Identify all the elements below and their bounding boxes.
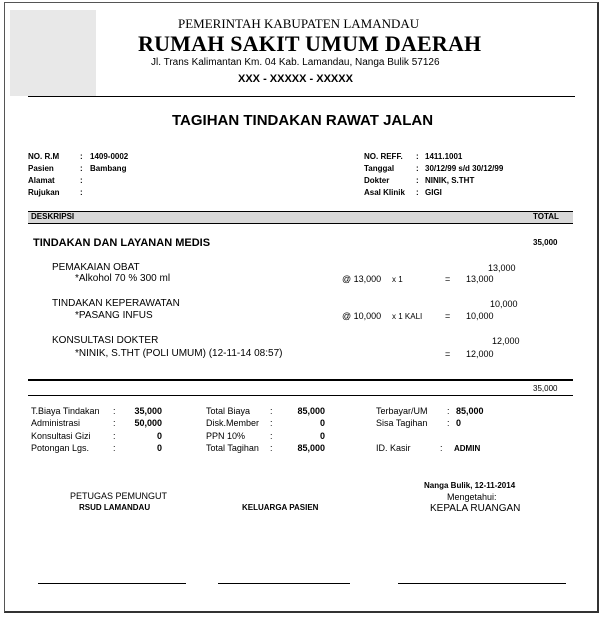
item-qty-pasang-infus: x 1 KALI: [392, 312, 423, 321]
value-tanggal: 30/12/99 s/d 30/12/99: [425, 164, 504, 173]
summary-value: ADMIN: [454, 444, 481, 453]
hospital-logo-placeholder: [10, 10, 96, 96]
section-title: TINDAKAN DAN LAYANAN MEDIS: [33, 237, 211, 249]
header-address: Jl. Trans Kalimantan Km. 04 Kab. Lamandau, Nanga Bulik 57126: [151, 57, 440, 68]
summary-value: 0: [156, 431, 162, 441]
column-header-description: DESKRIPSI: [31, 212, 75, 221]
item-detail-pasang-infus: *PASANG INFUS: [75, 310, 153, 321]
group-total-konsultasi-dokter: 12,000: [492, 336, 520, 346]
summary-label: Administrasi: [31, 418, 81, 428]
value-pasien: Bambang: [90, 164, 127, 173]
header-phone: XXX - XXXXX - XXXXX: [238, 73, 353, 85]
item-amount-alkohol: 13,000: [466, 274, 494, 284]
signature-line-family: [218, 583, 350, 584]
group-label-pemakaian-obat: PEMAKAIAN OBAT: [52, 262, 140, 273]
summary-value: 50,000: [134, 418, 162, 428]
signature-known-label: Mengetahui:: [447, 492, 497, 502]
summary-value: 85,000: [456, 406, 484, 416]
table-header-bar: [28, 212, 573, 223]
summary-label: ID. Kasir: [376, 443, 411, 453]
summary-label: Total Tagihan: [206, 443, 259, 453]
item-amount-pasang-infus: 10,000: [466, 311, 494, 321]
section-total: 35,000: [533, 238, 558, 247]
label-asal-klinik: Asal Klinik: [364, 188, 405, 197]
column-header-total: TOTAL: [533, 212, 559, 221]
items-divider: [28, 379, 573, 381]
header-government: PEMERINTAH KABUPATEN LAMANDAU: [178, 16, 420, 31]
summary-value: 0: [319, 431, 325, 441]
label-rujukan: Rujukan: [28, 188, 60, 197]
label-tanggal: Tanggal: [364, 164, 395, 173]
summary-label: PPN 10%: [206, 431, 246, 441]
signature-line-collector: [38, 583, 186, 584]
label-alamat: Alamat: [28, 176, 55, 185]
summary-label: Terbayar/UM: [376, 406, 428, 416]
value-no-rm: 1409-0002: [90, 152, 129, 161]
grand-total-divider: [28, 395, 573, 396]
summary-label: Disk.Member: [206, 418, 260, 428]
item-price-alkohol: @ 13,000: [342, 274, 382, 284]
label-no-reff: NO. REFF.: [364, 152, 403, 161]
summary-value: 35,000: [134, 406, 162, 416]
label-dokter: Dokter: [364, 176, 390, 185]
summary-value: 0: [319, 418, 325, 428]
group-label-konsultasi-dokter: KONSULTASI DOKTER: [52, 335, 159, 346]
signature-place-date: Nanga Bulik, 12-11-2014: [424, 481, 516, 490]
group-label-tindakan-keperawatan: TINDAKAN KEPERAWATAN: [52, 298, 180, 309]
summary-label: T.Biaya Tindakan: [31, 406, 100, 416]
group-total-tindakan-keperawatan: 10,000: [490, 299, 518, 309]
signature-collector-org: RSUD LAMANDAU: [79, 503, 151, 512]
value-dokter: NINIK, S.THT: [425, 176, 475, 185]
item-price-pasang-infus: @ 10,000: [342, 311, 382, 321]
summary-label: Total Biaya: [206, 406, 251, 416]
item-detail-konsultasi: *NINIK, S.THT (POLI UMUM) (12-11-14 08:57): [75, 348, 283, 359]
document-title: TAGIHAN TINDAKAN RAWAT JALAN: [172, 112, 434, 129]
item-qty-alkohol: x 1: [392, 275, 403, 284]
header-hospital-name: RUMAH SAKIT UMUM DAERAH: [138, 31, 482, 56]
summary-value: 0: [156, 443, 162, 453]
summary-label: Potongan Lgs.: [31, 443, 90, 453]
item-detail-alkohol: *Alkohol 70 % 300 ml: [75, 273, 171, 284]
signature-collector-title: PETUGAS PEMUNGUT: [70, 491, 168, 501]
summary-value: 0: [456, 418, 462, 428]
group-total-pemakaian-obat: 13,000: [488, 263, 516, 273]
grand-total: 35,000: [533, 384, 558, 393]
item-amount-konsultasi: 12,000: [466, 349, 494, 359]
header-divider: [28, 96, 575, 97]
summary-label: Konsultasi Gizi: [31, 431, 91, 441]
summary-value: 85,000: [297, 443, 325, 453]
summary-label: Sisa Tagihan: [376, 418, 428, 428]
summary-value: 85,000: [297, 406, 325, 416]
signature-family-title: KELUARGA PASIEN: [242, 503, 319, 512]
value-asal-klinik: GIGI: [425, 188, 442, 197]
signature-head-title: KEPALA RUANGAN: [430, 503, 521, 514]
label-no-rm: NO. R.M: [28, 152, 60, 161]
signature-line-head: [398, 583, 566, 584]
value-no-reff: 1411.1001: [425, 152, 463, 161]
label-pasien: Pasien: [28, 164, 54, 173]
